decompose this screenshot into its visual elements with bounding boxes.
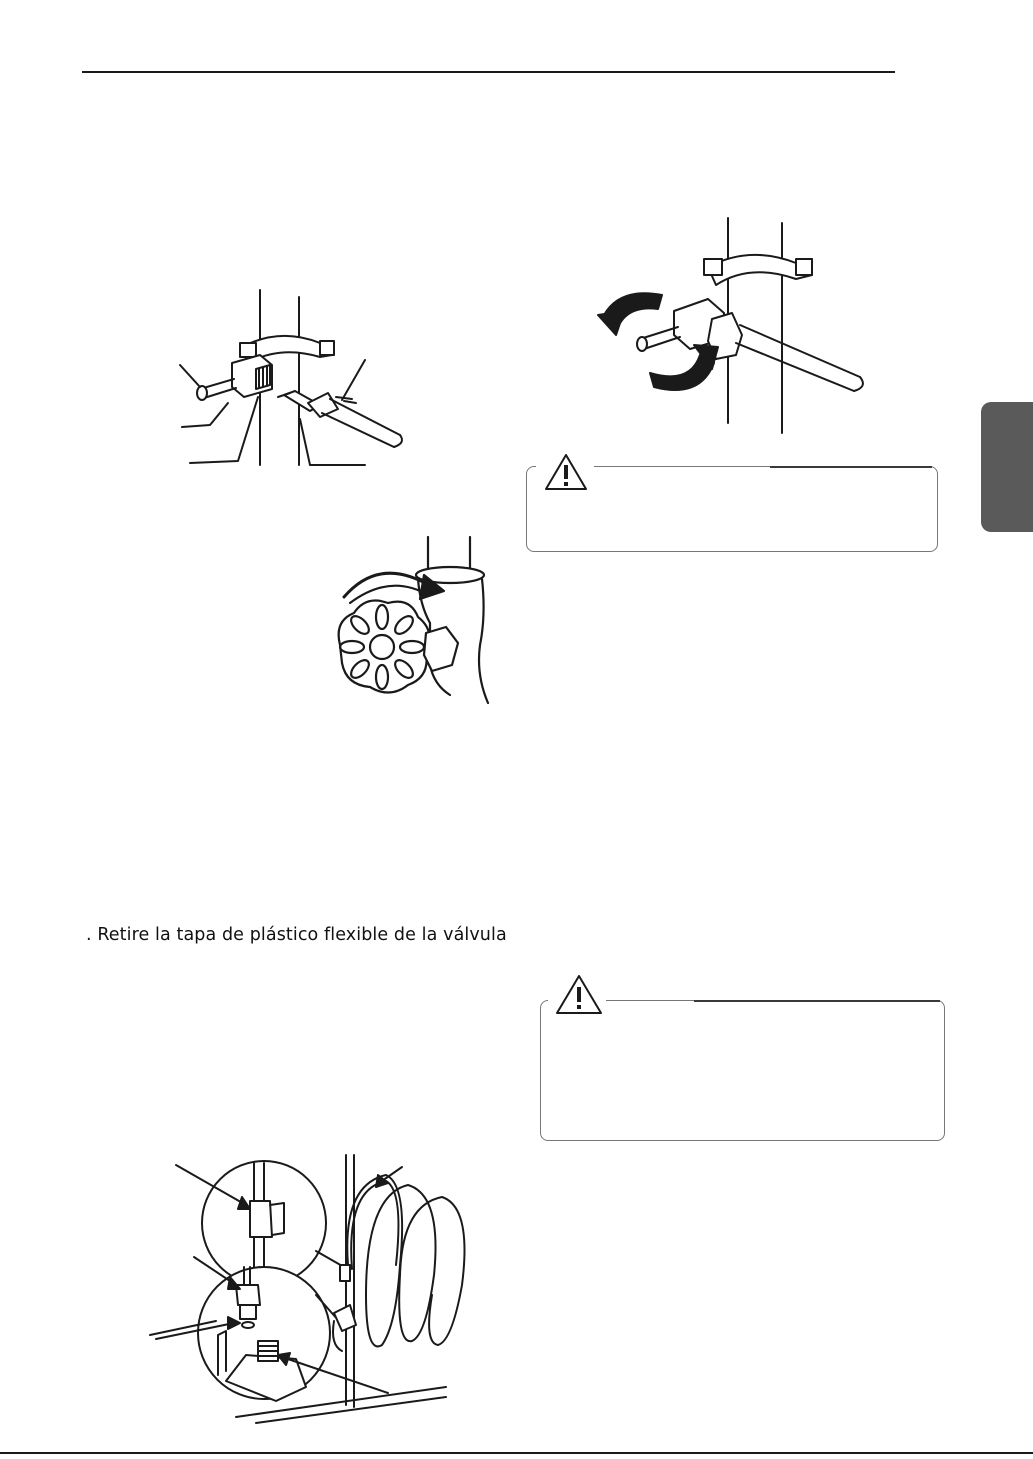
caution-header-line-2: [694, 1000, 940, 1002]
water-line-connection-illustration: [146, 1145, 476, 1425]
section-tab: [981, 402, 1033, 532]
caution-header-line-1: [770, 466, 932, 468]
footer-rule: [0, 1452, 1033, 1454]
shutoff-valve-illustration: [330, 535, 495, 707]
step-text: . Retire la tapa de plástico flexible de la válvula: [86, 925, 507, 945]
warning-triangle-icon: [554, 973, 604, 1017]
caution-box-2: [540, 1000, 945, 1141]
warning-triangle-icon: [543, 452, 589, 492]
header-rule: [82, 71, 895, 73]
valve-assembly-illustration: [160, 285, 420, 475]
tightened-valve-illustration: [590, 215, 875, 437]
